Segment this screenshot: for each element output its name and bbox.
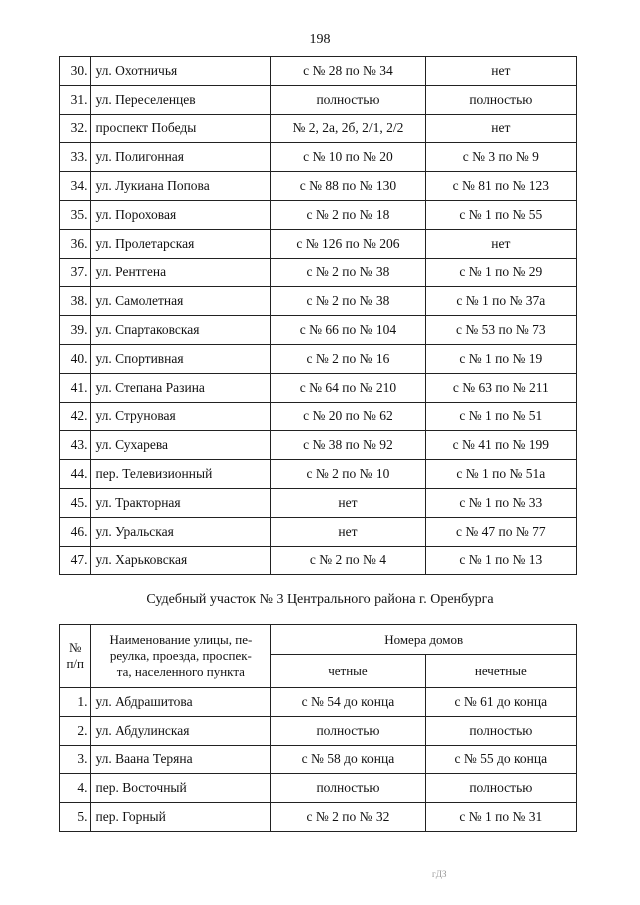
table-row (60, 803, 577, 832)
table-row (60, 373, 577, 402)
odd-houses: с № 1 по № 51а (425, 460, 576, 489)
row-number: 36. (60, 229, 91, 258)
section-title: Судебный участок № 3 Центрального района г. Оренбурга (146, 592, 494, 607)
street-name: ул. Ваана Теряна (91, 745, 271, 774)
table-row (60, 258, 577, 287)
street-name: ул. Струновая (91, 402, 271, 431)
street-name: ул. Степана Разина (91, 373, 271, 402)
table-row (60, 517, 577, 546)
even-houses: с № 2 по № 32 (271, 803, 425, 832)
table-row (60, 716, 577, 745)
even-houses: с № 10 по № 20 (271, 143, 425, 172)
even-houses: с № 54 до конца (271, 688, 425, 717)
even-houses: полностью (271, 716, 425, 745)
row-number: 47. (60, 546, 91, 575)
header-houses: Номера домов (271, 625, 577, 655)
even-houses: с № 2 по № 10 (271, 460, 425, 489)
even-houses: с № 64 по № 210 (271, 373, 425, 402)
row-number: 3. (60, 745, 91, 774)
row-number: 30. (60, 57, 91, 86)
street-name: ул. Спартаковская (91, 316, 271, 345)
street-name: ул. Тракторная (91, 488, 271, 517)
row-number: 32. (60, 114, 91, 143)
header-name-line3: та, населенного пункта (116, 664, 245, 679)
row-number: 35. (60, 200, 91, 229)
streets-table-continued (59, 56, 577, 575)
street-name: ул. Сухарева (91, 431, 271, 460)
odd-houses: с № 1 по № 31 (425, 803, 576, 832)
street-name: пер. Телевизионный (91, 460, 271, 489)
table-row (60, 172, 577, 201)
street-name: пер. Горный (91, 803, 271, 832)
odd-houses: с № 1 по № 37а (425, 287, 576, 316)
odd-houses: полностью (425, 716, 576, 745)
odd-houses: с № 61 до конца (425, 688, 576, 717)
row-number: 33. (60, 143, 91, 172)
even-houses: с № 2 по № 4 (271, 546, 425, 575)
row-number: 1. (60, 688, 91, 717)
street-name: ул. Переселенцев (91, 85, 271, 114)
row-number: 43. (60, 431, 91, 460)
header-name-line1: Наименование улицы, пе- (109, 632, 253, 647)
odd-houses: полностью (425, 85, 576, 114)
table-row (60, 200, 577, 229)
header-num-line1: № (69, 640, 82, 655)
table-row (60, 287, 577, 316)
street-name: ул. Спортивная (91, 344, 271, 373)
odd-houses: с № 1 по № 19 (425, 344, 576, 373)
table-row (60, 460, 577, 489)
even-houses: с № 38 по № 92 (271, 431, 425, 460)
table-row (60, 57, 577, 86)
odd-houses: с № 55 до конца (425, 745, 576, 774)
street-name: ул. Уральская (91, 517, 271, 546)
header-num-line2: п/п (66, 656, 84, 671)
table-row (60, 114, 577, 143)
row-number: 31. (60, 85, 91, 114)
row-number: 4. (60, 774, 91, 803)
street-name: ул. Самолетная (91, 287, 271, 316)
even-houses: полностью (271, 774, 425, 803)
table-row (60, 229, 577, 258)
table-row (60, 143, 577, 172)
even-houses: с № 58 до конца (271, 745, 425, 774)
row-number: 39. (60, 316, 91, 345)
table-row (60, 431, 577, 460)
row-number: 37. (60, 258, 91, 287)
odd-houses: с № 1 по № 51 (425, 402, 576, 431)
even-houses: нет (271, 517, 425, 546)
table-row (60, 402, 577, 431)
street-name: ул. Полигонная (91, 143, 271, 172)
even-houses: с № 2 по № 18 (271, 200, 425, 229)
table-row (60, 774, 577, 803)
even-houses: с № 88 по № 130 (271, 172, 425, 201)
odd-houses: с № 3 по № 9 (425, 143, 576, 172)
odd-houses: нет (425, 57, 576, 86)
odd-houses: с № 47 по № 77 (425, 517, 576, 546)
row-number: 2. (60, 716, 91, 745)
street-name: ул. Абдрашитова (91, 688, 271, 717)
even-houses: полностью (271, 85, 425, 114)
odd-houses: с № 53 по № 73 (425, 316, 576, 345)
even-houses: с № 28 по № 34 (271, 57, 425, 86)
row-number: 38. (60, 287, 91, 316)
table-row (60, 85, 577, 114)
odd-houses: с № 1 по № 29 (425, 258, 576, 287)
street-name: проспект Победы (91, 114, 271, 143)
even-houses: нет (271, 488, 425, 517)
odd-houses: с № 41 по № 199 (425, 431, 576, 460)
row-number: 42. (60, 402, 91, 431)
table-row (60, 688, 577, 717)
header-odd: нечетные (425, 655, 576, 688)
table-row (60, 344, 577, 373)
street-name: ул. Пороховая (91, 200, 271, 229)
row-number: 5. (60, 803, 91, 832)
table-row (60, 316, 577, 345)
street-name: ул. Рентгена (91, 258, 271, 287)
header-even: четные (271, 655, 425, 688)
street-name: ул. Пролетарская (91, 229, 271, 258)
even-houses: с № 2 по № 38 (271, 258, 425, 287)
header-name (91, 625, 271, 688)
header-name-line2: реулка, проезда, проспек- (109, 648, 252, 663)
street-name: ул. Абдулинская (91, 716, 271, 745)
street-name: пер. Восточный (91, 774, 271, 803)
row-number: 40. (60, 344, 91, 373)
odd-houses: с № 63 по № 211 (425, 373, 576, 402)
odd-houses: с № 81 по № 123 (425, 172, 576, 201)
table-row (60, 488, 577, 517)
even-houses: с № 20 по № 62 (271, 402, 425, 431)
even-houses: с № 66 по № 104 (271, 316, 425, 345)
even-houses: с № 2 по № 16 (271, 344, 425, 373)
page-number: 198 (309, 32, 331, 47)
row-number: 44. (60, 460, 91, 489)
street-name: ул. Лукиана Попова (91, 172, 271, 201)
odd-houses: нет (425, 229, 576, 258)
even-houses: с № 126 по № 206 (271, 229, 425, 258)
row-number: 45. (60, 488, 91, 517)
row-number: 41. (60, 373, 91, 402)
street-name: ул. Охотничья (91, 57, 271, 86)
odd-houses: с № 1 по № 33 (425, 488, 576, 517)
row-number: 46. (60, 517, 91, 546)
odd-houses: с № 1 по № 13 (425, 546, 576, 575)
table-row (60, 745, 577, 774)
row-number: 34. (60, 172, 91, 201)
odd-houses: нет (425, 114, 576, 143)
odd-houses: полностью (425, 774, 576, 803)
court-district-3-table (59, 624, 577, 832)
table-row (60, 546, 577, 575)
scan-mark: гДЗ (432, 869, 447, 879)
street-name: ул. Харьковская (91, 546, 271, 575)
even-houses: с № 2 по № 38 (271, 287, 425, 316)
even-houses: № 2, 2а, 2б, 2/1, 2/2 (271, 114, 425, 143)
header-num (60, 625, 91, 688)
odd-houses: с № 1 по № 55 (425, 200, 576, 229)
